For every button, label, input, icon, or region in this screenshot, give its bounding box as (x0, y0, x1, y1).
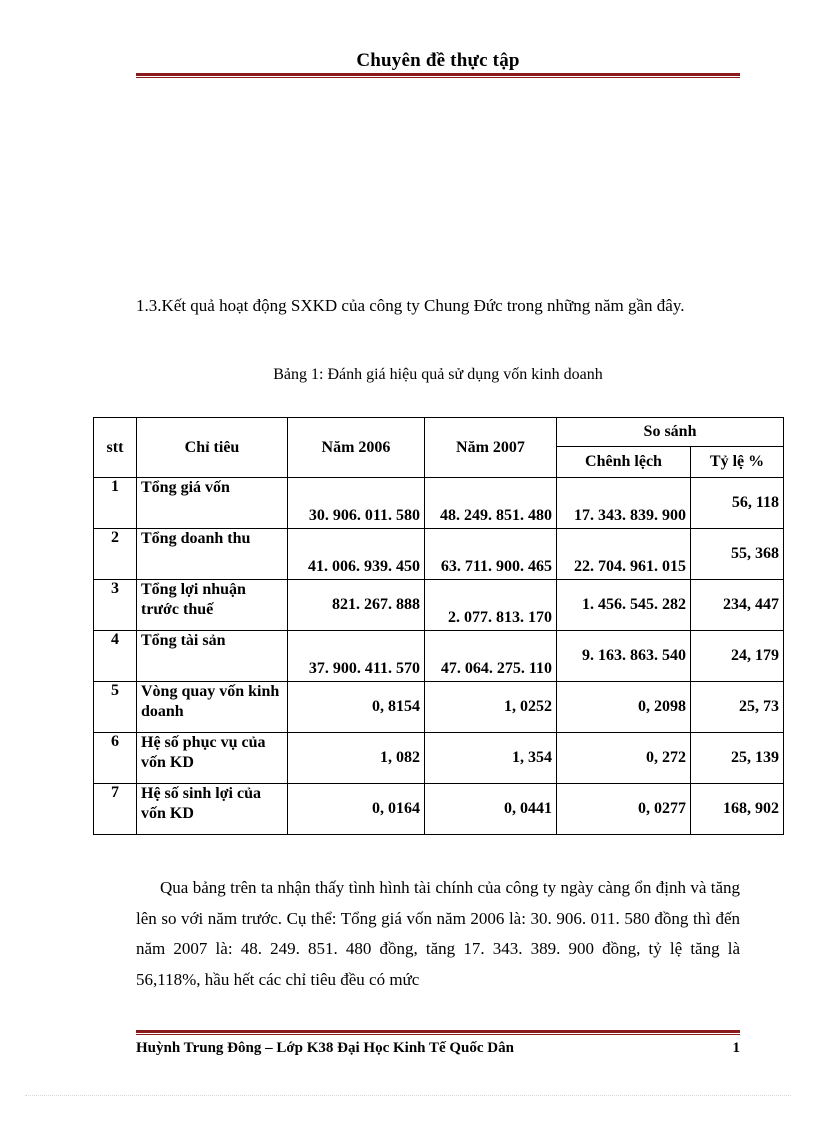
table-row (94, 580, 784, 631)
table-row (94, 733, 784, 784)
row-difference: 1. 456. 545. 282 (557, 580, 691, 631)
row-stt: 7 (94, 784, 137, 835)
row-stt: 5 (94, 682, 137, 733)
section-heading: 1.3.Kết quả hoạt động SXKD của công ty Chung Đức trong những năm gần đây. (136, 296, 685, 315)
row-value-2007: 48. 249. 851. 480 (425, 478, 557, 529)
row-indicator: Tổng lợi nhuận trước thuế (137, 580, 288, 631)
row-stt: 3 (94, 580, 137, 631)
row-ratio: 56, 118 (691, 478, 784, 529)
row-stt: 1 (94, 478, 137, 529)
row-value-2007: 1, 354 (425, 733, 557, 784)
row-difference: 17. 343. 839. 900 (557, 478, 691, 529)
row-stt: 2 (94, 529, 137, 580)
row-difference: 0, 2098 (557, 682, 691, 733)
header-ratio: Tỷ lệ % (691, 447, 784, 478)
table-row (94, 478, 784, 529)
row-indicator: Hệ số sinh lợi của vốn KD (137, 784, 288, 835)
row-indicator: Vòng quay vốn kinh doanh (137, 682, 288, 733)
row-value-2007: 1, 0252 (425, 682, 557, 733)
row-indicator: Tổng tài sản (137, 631, 288, 682)
row-indicator: Hệ số phục vụ của vốn KD (137, 733, 288, 784)
row-ratio: 25, 139 (691, 733, 784, 784)
header-indicator: Chỉ tiêu (137, 418, 288, 478)
footer-rule (136, 1030, 740, 1035)
table-row (94, 529, 784, 580)
row-value-2006: 30. 906. 011. 580 (288, 478, 425, 529)
row-value-2006: 0, 8154 (288, 682, 425, 733)
row-difference: 22. 704. 961. 015 (557, 529, 691, 580)
header-rule (136, 73, 740, 78)
row-ratio: 234, 447 (691, 580, 784, 631)
page-number: 1 (732, 1040, 740, 1056)
row-difference: 0, 0277 (557, 784, 691, 835)
row-ratio: 168, 902 (691, 784, 784, 835)
efficiency-table (93, 417, 784, 835)
row-difference: 0, 272 (557, 733, 691, 784)
row-ratio: 55, 368 (691, 529, 784, 580)
table-row (94, 682, 784, 733)
page-edge-divider (25, 1095, 791, 1096)
analysis-paragraph: Qua bảng trên ta nhận thấy tình hình tài chính của công ty ngày càng ổn định và tăng lên so với năm trước. Cụ thể: Tổng giá vốn năm 2006 là: 30. 906. 011. 580 đồng thì đến năm 2007 là: 48. 249. 851. 480 đồng, tăng 17. 343. 389. 900 đồng, tỷ lệ tăng là 56,118%, hầu hết các chỉ tiêu đều có mức (136, 878, 740, 989)
row-difference: 9. 163. 863. 540 (557, 631, 691, 682)
header-compare: So sánh (557, 418, 784, 447)
page-header-title: Chuyên đề thực tập (356, 50, 520, 71)
row-stt: 6 (94, 733, 137, 784)
header-year-2007: Năm 2007 (425, 418, 557, 478)
table-row (94, 631, 784, 682)
header-year-2006: Năm 2006 (288, 418, 425, 478)
row-ratio: 25, 73 (691, 682, 784, 733)
row-value-2006: 0, 0164 (288, 784, 425, 835)
row-stt: 4 (94, 631, 137, 682)
row-value-2007: 2. 077. 813. 170 (425, 580, 557, 631)
row-indicator: Tổng doanh thu (137, 529, 288, 580)
row-value-2007: 0, 0441 (425, 784, 557, 835)
row-value-2006: 37. 900. 411. 570 (288, 631, 425, 682)
header-stt: stt (94, 418, 137, 478)
row-indicator: Tổng giá vốn (137, 478, 288, 529)
row-value-2006: 821. 267. 888 (288, 580, 425, 631)
row-ratio: 24, 179 (691, 631, 784, 682)
table-caption: Bảng 1: Đánh giá hiệu quả sử dụng vốn kinh doanh (273, 366, 603, 383)
row-value-2006: 41. 006. 939. 450 (288, 529, 425, 580)
header-difference: Chênh lệch (557, 447, 691, 478)
row-value-2007: 63. 711. 900. 465 (425, 529, 557, 580)
table-row (94, 784, 784, 835)
row-value-2006: 1, 082 (288, 733, 425, 784)
footer-author: Huỳnh Trung Đông – Lớp K38 Đại Học Kinh Tế Quốc Dân (136, 1040, 514, 1056)
row-value-2007: 47. 064. 275. 110 (425, 631, 557, 682)
